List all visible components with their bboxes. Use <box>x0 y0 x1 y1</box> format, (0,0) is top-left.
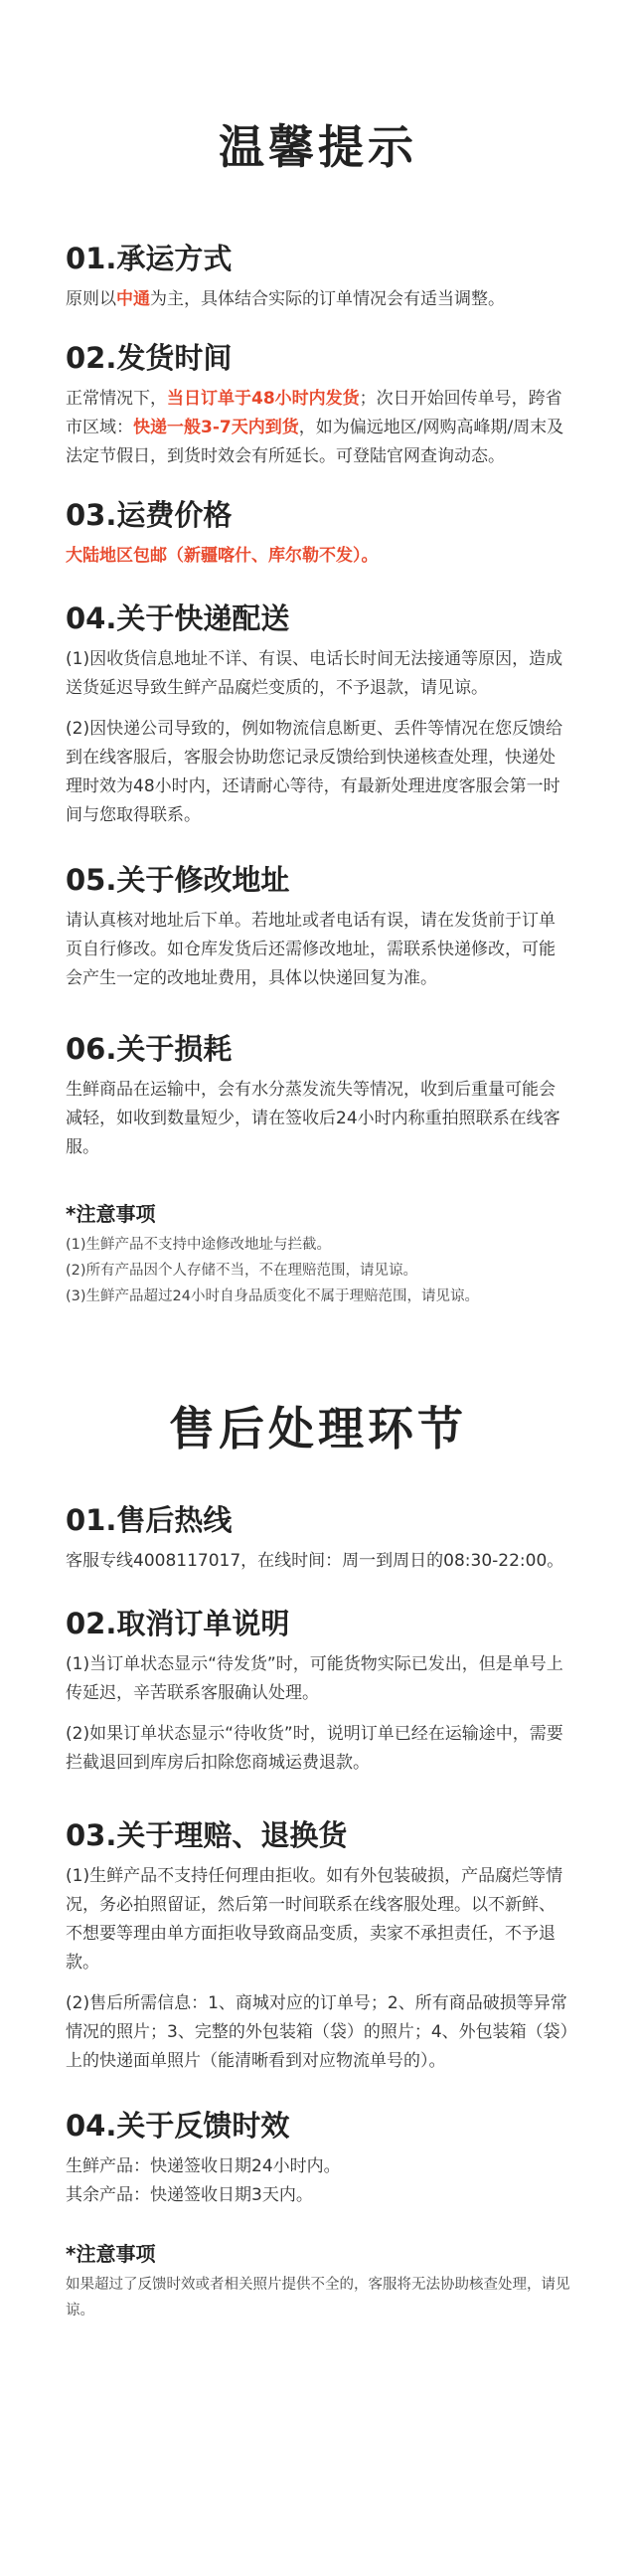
after-notes <box>0 2240 636 2323</box>
tips-loss <box>0 1029 636 1162</box>
tips-shipping-fee <box>0 495 636 571</box>
shipping-method-heading: 01.承运方式 <box>66 242 233 275</box>
shipping-fee-text: 大陆地区包邮（新疆喀什、库尔勒不发）。 <box>66 546 379 566</box>
hotline-text: 客服专线4008117017，在线时间：周一到周日的08:30-22:00。 <box>66 1551 564 1571</box>
claims-heading: 03.关于理赔、退换货 <box>66 1818 348 1852</box>
hotline-heading: 01.售后热线 <box>66 1503 233 1537</box>
tips-delivery <box>0 599 636 830</box>
tips-delivery-time <box>0 338 636 471</box>
text-part: ；次日开始回传单号，跨省市区域： <box>66 389 562 437</box>
after-hotline <box>0 1500 636 1576</box>
cancel-order-text-1: (1)当订单状态显示“待发货”时，可能货物实际已发出，但是单号上传延迟，辛苦联系客服确认处理。 <box>66 1654 563 1703</box>
after-note-text: 如果超过了反馈时效或者相关照片提供不全的，客服将无法协助核查处理，请见谅。 <box>66 2277 570 2318</box>
highlight-carrier: 中通 <box>116 289 150 309</box>
claims-text-1: (1)生鲜产品不支持任何理由拒收。如有外包装破损，产品腐烂等情况，务必拍照留证，然后第一时间联系在线客服处理。以不新鲜、不想要等理由单方面拒收导致商品变质，卖家不承担责任，不予退款。 <box>66 1866 563 1973</box>
text-part: 为主，具体结合实际的订单情况会有适当调整。 <box>150 289 505 309</box>
delivery-text-1: (1)因收货信息地址不详、有误、电话长时间无法接通等原因，造成送货延迟导致生鲜产品腐烂变质的，不予退款，请见谅。 <box>66 649 563 698</box>
text-part: 正常情况下， <box>66 389 167 409</box>
after-sales-title: 售后处理环节 <box>169 1402 467 1456</box>
tips-notes <box>0 1200 636 1309</box>
after-claims <box>0 1815 636 2076</box>
after-cancel-order <box>0 1604 636 1778</box>
tips-address-change <box>0 860 636 993</box>
delivery-text-2: (2)因快递公司导致的，例如物流信息断更、丢件等情况在您反馈给到在线客服后，客服会协助您记录反馈给到快递核查处理，快递处理时效为48小时内，还请耐心等待，有最新处理进度客服会第一时间与您取得联系。 <box>66 719 563 825</box>
shipping-fee-heading: 03.运费价格 <box>66 498 233 532</box>
text-part: ，如为偏远地区/网购高峰期/周末及法定节假日，到货时效会有所延长。可登陆官网查询动态。 <box>66 418 564 466</box>
tips-note-item: (3)生鲜产品超过24小时自身品质变化不属于理赔范围，请见谅。 <box>66 1288 479 1304</box>
delivery-time-text <box>66 385 570 471</box>
text-part: 原则以 <box>66 289 116 309</box>
tips-note-item: (1)生鲜产品不支持中途修改地址与拦截。 <box>66 1237 332 1253</box>
address-change-heading: 05.关于修改地址 <box>66 863 290 897</box>
after-notes-title: *注意事项 <box>66 2242 156 2266</box>
feedback-time-text-2: 其余产品：快递签收日期3天内。 <box>66 2185 313 2205</box>
feedback-time-heading: 04.关于反馈时效 <box>66 2109 290 2143</box>
tips-note-item: (2)所有产品因个人存储不当，不在理赔范围，请见谅。 <box>66 1263 418 1279</box>
delivery-time-heading: 02.发货时间 <box>66 341 233 375</box>
tips-title: 温馨提示 <box>219 120 417 174</box>
cancel-order-text-2: (2)如果订单状态显示“待收货”时，说明订单已经在运输途中，需要拦截退回到库房后扣除您商城运费退款。 <box>66 1724 563 1773</box>
address-change-text: 请认真核对地址后下单。若地址或者电话有误，请在发货前于订单页自行修改。如仓库发货后还需修改地址，需联系快递修改，可能会产生一定的改地址费用，具体以快递回复为准。 <box>66 911 556 988</box>
loss-heading: 06.关于损耗 <box>66 1032 233 1066</box>
loss-text: 生鲜商品在运输中，会有水分蒸发流失等情况，收到后重量可能会减轻，如收到数量短少，请在签收后24小时内称重拍照联系在线客服。 <box>66 1080 560 1157</box>
feedback-time-text-1: 生鲜产品：快递签收日期24小时内。 <box>66 2156 341 2176</box>
delivery-heading: 04.关于快递配送 <box>66 601 290 635</box>
highlight-arrival-time: 快递一般3-7天内到货 <box>133 418 299 437</box>
after-feedback-time <box>0 2106 636 2210</box>
shipping-method-text <box>66 285 570 314</box>
tips-shipping-method <box>0 239 636 314</box>
cancel-order-heading: 02.取消订单说明 <box>66 1607 290 1640</box>
highlight-ship-time: 当日订单于48小时内发货 <box>167 389 360 409</box>
tips-notes-title: *注意事项 <box>66 1202 156 1226</box>
claims-text-2: (2)售后所需信息：1、商城对应的订单号；2、所有商品破损等异常情况的照片；3、完整的外包装箱（袋）的照片；4、外包装箱（袋）上的快递面单照片（能清晰看到对应物流单号的）。 <box>66 1993 569 2071</box>
